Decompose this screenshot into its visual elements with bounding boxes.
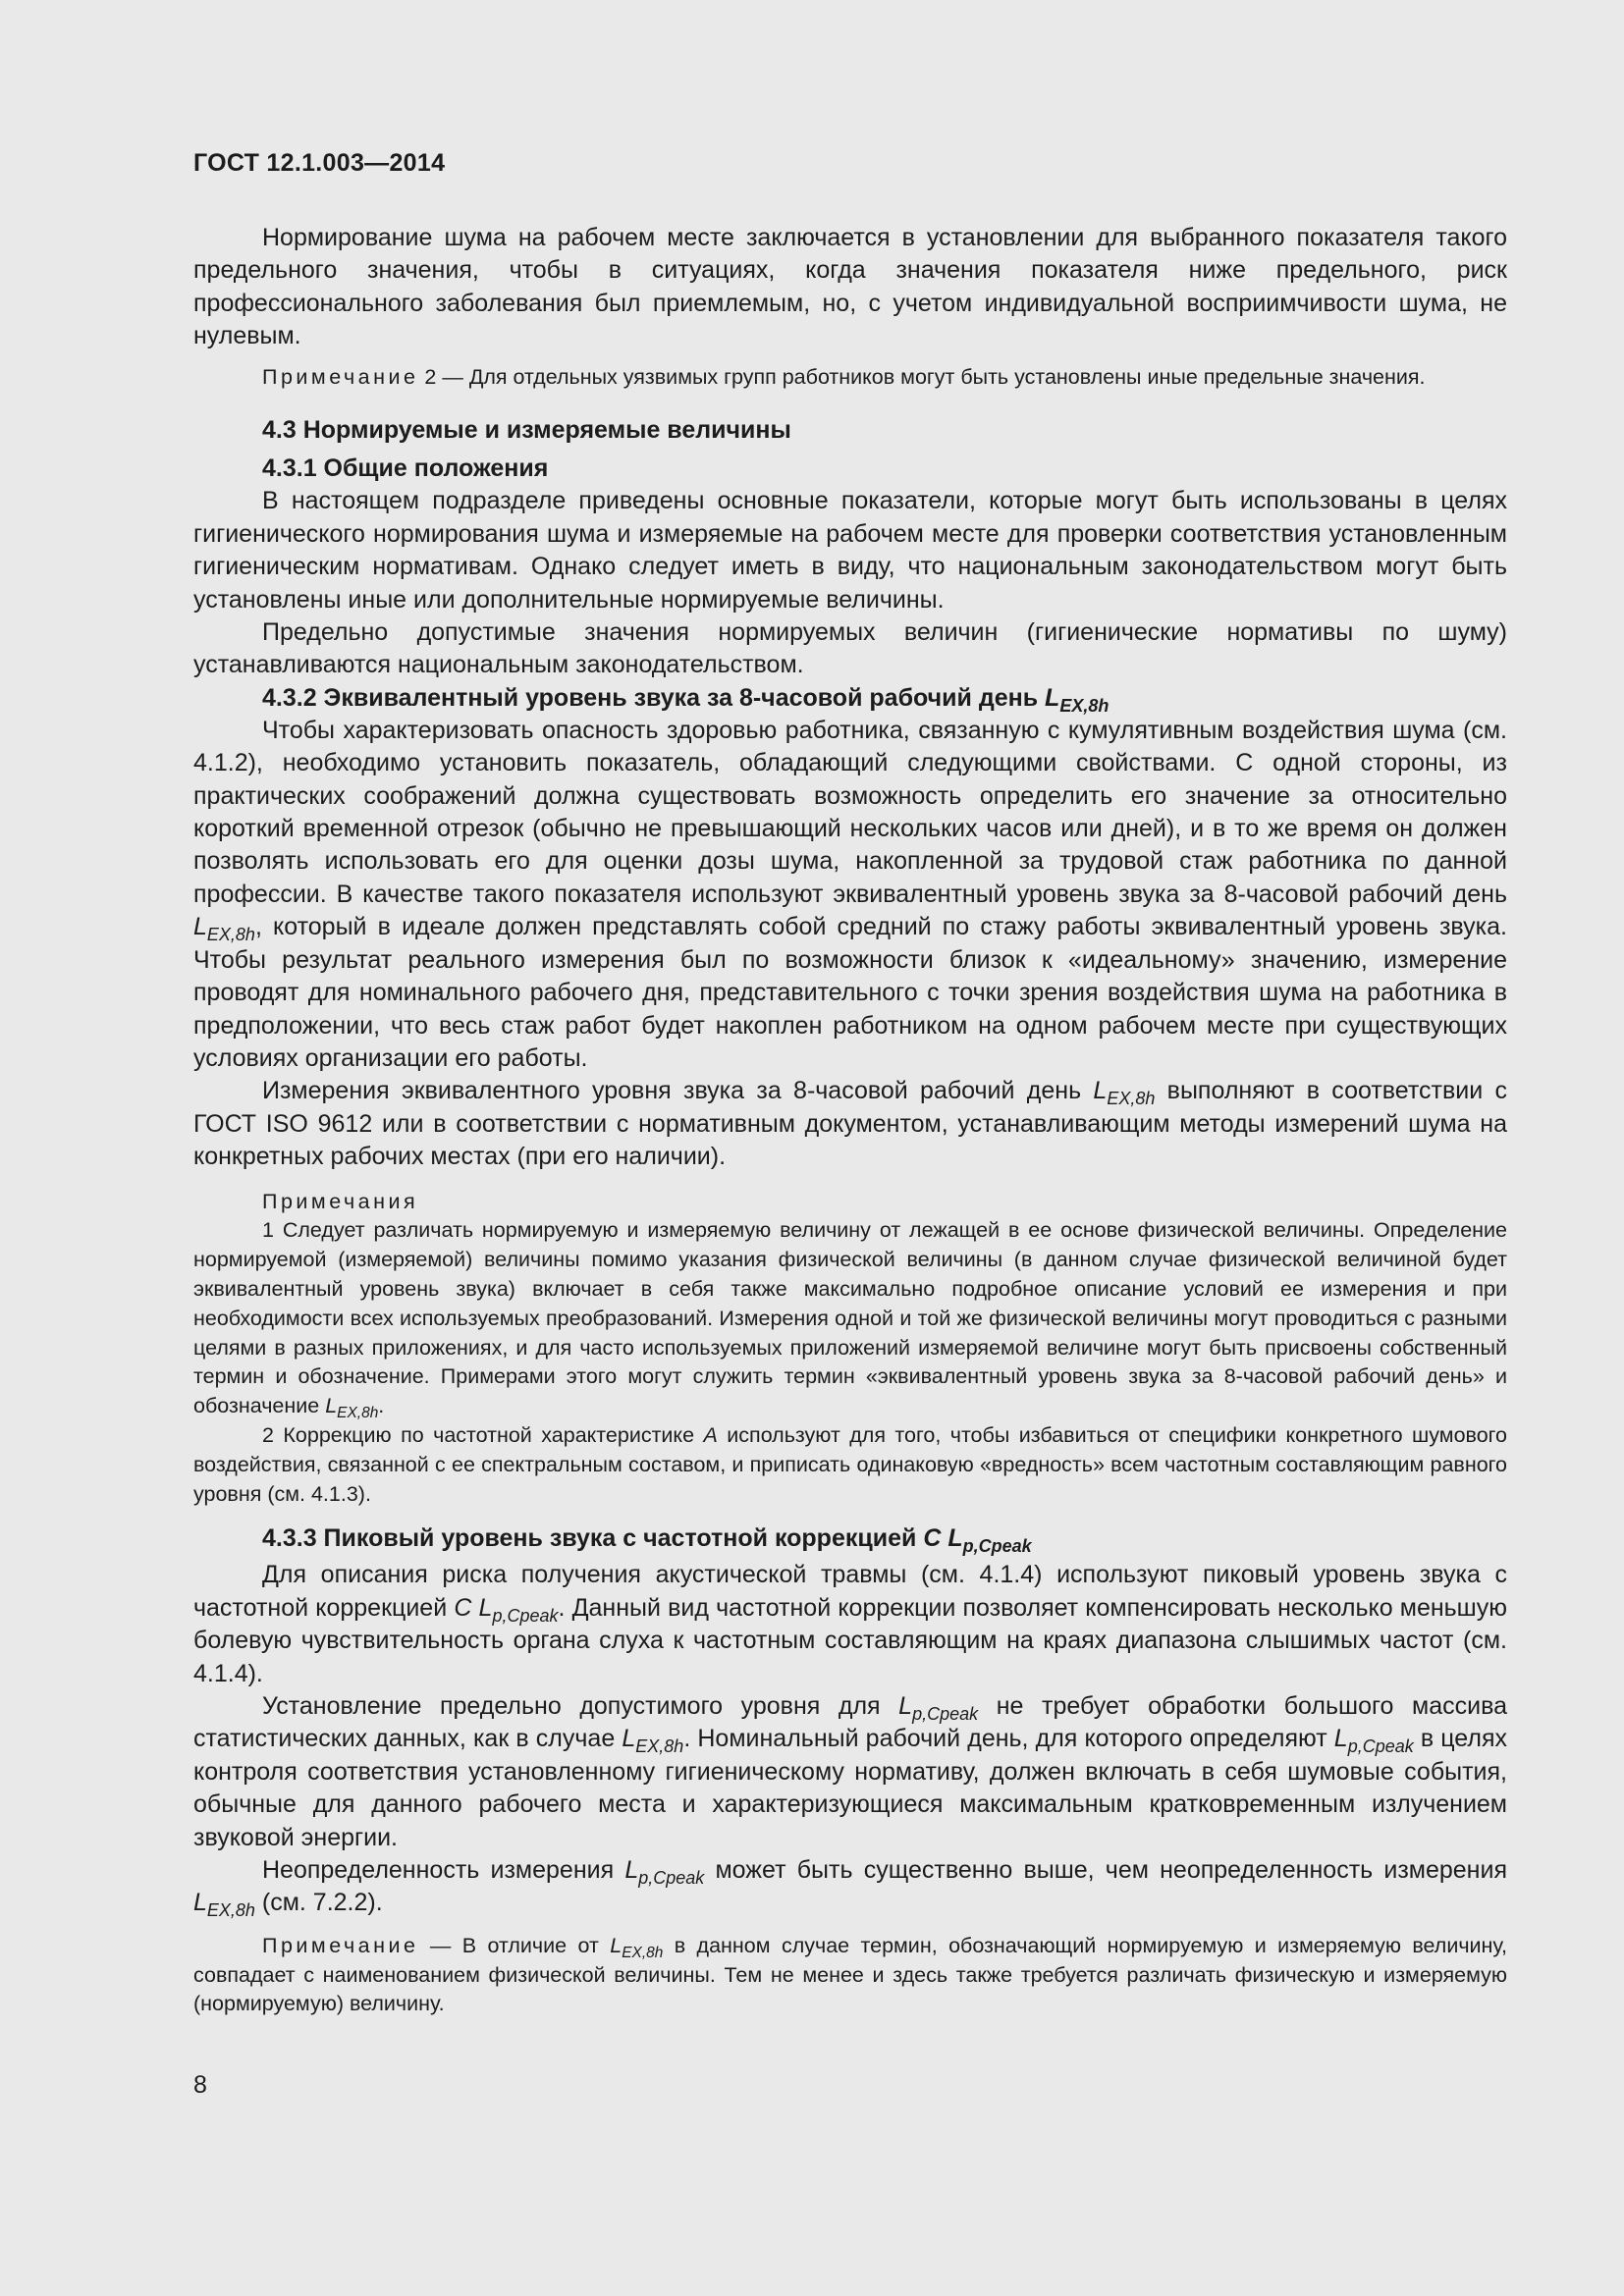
section-heading-4-3-3: 4.3.3 Пиковый уровень звука с частотной коррекцией С $L_{p,Cpeak}$ xyxy=(262,1524,1032,1557)
subscript-ex8h: EX,8h xyxy=(1059,695,1110,716)
section-heading-4-3-2: 4.3.2 Эквивалентный уровень звука за 8-часовой рабочий день $L_{EX,8h}$ xyxy=(262,683,1110,716)
note-text: 2 — Для отдельных уязвимых групп работников могут быть установлены иные предельные значения. xyxy=(418,364,1426,389)
paragraph-permissible-values: Предельно допустимые значения нормируемых величин (гигиенические нормативы по шуму) устанавливаются национальным законодательством. xyxy=(193,618,1507,679)
note-1: 1 Следует различать нормируемую и измеряемую величину от лежащей в ее основе физической величины. Определение нормируемой (измеряемой) величины помимо указания физической величины (в данном случае физической величиной будет эквивалентный уровень звука) включает в себя также максимально подробное описание условий ее измерения и при необходимости всех используемых преобразований. Измерения одной и той же физической величины могут проводиться с разными целями в разных приложениях, и для часто используемых приложений измеряемой величине могут быть присвоены собственный термин и обозначение. Примерами этого могут служить термин «эквивалентный уровень звука за 8-часовой рабочий день» и обозначение $L_{EX,8h}$. xyxy=(193,1218,1507,1422)
note-final: Примечание — В отличие от $L_{EX,8h}$ в данном случае термин, обозначающий нормируемую и измеряемую величину, совпадает с наименованием физической величины. Тем не менее и здесь также требуется различать физическую и измеряемую (нормируемую) величину. xyxy=(193,1933,1507,2016)
standard-header: ГОСТ 12.1.003—2014 xyxy=(193,149,446,177)
paragraph-peak-level: Для описания риска получения акустической травмы (см. 4.1.4) используют пиковый уровень звука с частотной коррекцией С $L_{p,Cpeak}$. Данный вид частотной коррекции позволяет компенсировать несколько меньшую болевую чувствительность органа слуха к частотным составляющим на краях диапазона слышимых частот (см. 4.1.4). xyxy=(193,1561,1507,1687)
section-heading-4-3: 4.3 Нормируемые и измеряемые величины xyxy=(262,416,791,445)
notes-label: Примечания xyxy=(262,1189,419,1213)
note-2 xyxy=(193,363,1507,393)
note-2-correction: 2 Коррекцию по частотной характеристике А используют для того, чтобы избавиться от специфики конкретного шумового воздействия, связанной с ее спектральным составом, и приписать одинаковую «вредность» всем частотным составляющим равного уровня (см. 4.1.3). xyxy=(193,1422,1507,1506)
page-number: 8 xyxy=(193,2071,207,2099)
paragraph-measurements: Измерения эквивалентного уровня звука за 8-часовой рабочий день $L_{EX,8h}$ выполняют в соответствии с ГОСТ ISO 9612 или в соответствии с нормативным документом, устанавливающим методы измерений шума на конкретных рабочих местах (при его наличии). xyxy=(193,1077,1507,1171)
page-content xyxy=(193,222,1507,2019)
paragraph-general-provisions: В настоящем подразделе приведены основные показатели, которые могут быть использованы в целях гигиенического нормирования шума и измеряемые на рабочем месте для проверки соответствия установленным гигиеническим нормативам. Однако следует иметь в виду, что национальным законодательством могут быть установлены иные или дополнительные нормируемые величины. xyxy=(193,487,1507,614)
note-label: Примечание xyxy=(262,364,419,389)
paragraph-uncertainty: Неопределенность измерения $L_{p,Cpeak}$ может быть существенно выше, чем неопределенность измерения $L_{EX,8h}$ (см. 7.2.2). xyxy=(193,1855,1507,1921)
symbol-L: L xyxy=(1045,683,1060,712)
section-heading-4-3-1: 4.3.1 Общие положения xyxy=(262,454,549,483)
paragraph-equivalent-level: Чтобы характеризовать опасность здоровью работника, связанную с кумулятивным воздействия шума (см. 4.1.2), необходимо установить показатель, обладающий следующими свойствами. С одной стороны, из практических соображений должна существовать возможность определить его значение за относительно короткий временной отрезок (обычно не превышающий нескольких часов или дней), и в то же время он должен позволять использовать его для оценки дозы шума, накопленной за трудовой стаж работника по данной профессии. В качестве такого показателя используют эквивалентный уровень звука за 8-часовой рабочий день $L_{EX,8h}$, который в идеале должен представлять собой средний по стажу работы эквивалентный уровень звука. Чтобы результат реального измерения был по возможности близок к «идеальному» значению, измерение проводят для номинального рабочего дня, представительного с точки зрения воздействия шума на работника в предположении, что весь стаж работ будет накоплен работником на одном рабочем месте при существующих условиях организации его работы. xyxy=(193,716,1507,1072)
subscript-pcpeak: p,Cpeak xyxy=(962,1536,1032,1557)
paragraph-peak-limit: Установление предельно допустимого уровня для $L_{p,Cpeak}$ не требует обработки большого массива статистических данных, как в случае $L_{EX,8h}$. Номинальный рабочий день, для которого определяют $L_{p,Cpeak}$ в целях контроля соответствия установленному гигиеническому нормативу, должен включать в себя шумовые события, обычные для данного рабочего места и характеризующиеся максимальным кратковременным излучением звуковой энергии. xyxy=(193,1691,1507,1851)
paragraph-noise-norming: Нормирование шума на рабочем месте заключается в установлении для выбранного показателя такого предельного значения, чтобы в ситуациях, когда значения показателя ниже предельного, риск профессионального заболевания был приемлемым, но, с учетом индивидуальной восприимчивости шума, не нулевым. xyxy=(193,224,1507,350)
